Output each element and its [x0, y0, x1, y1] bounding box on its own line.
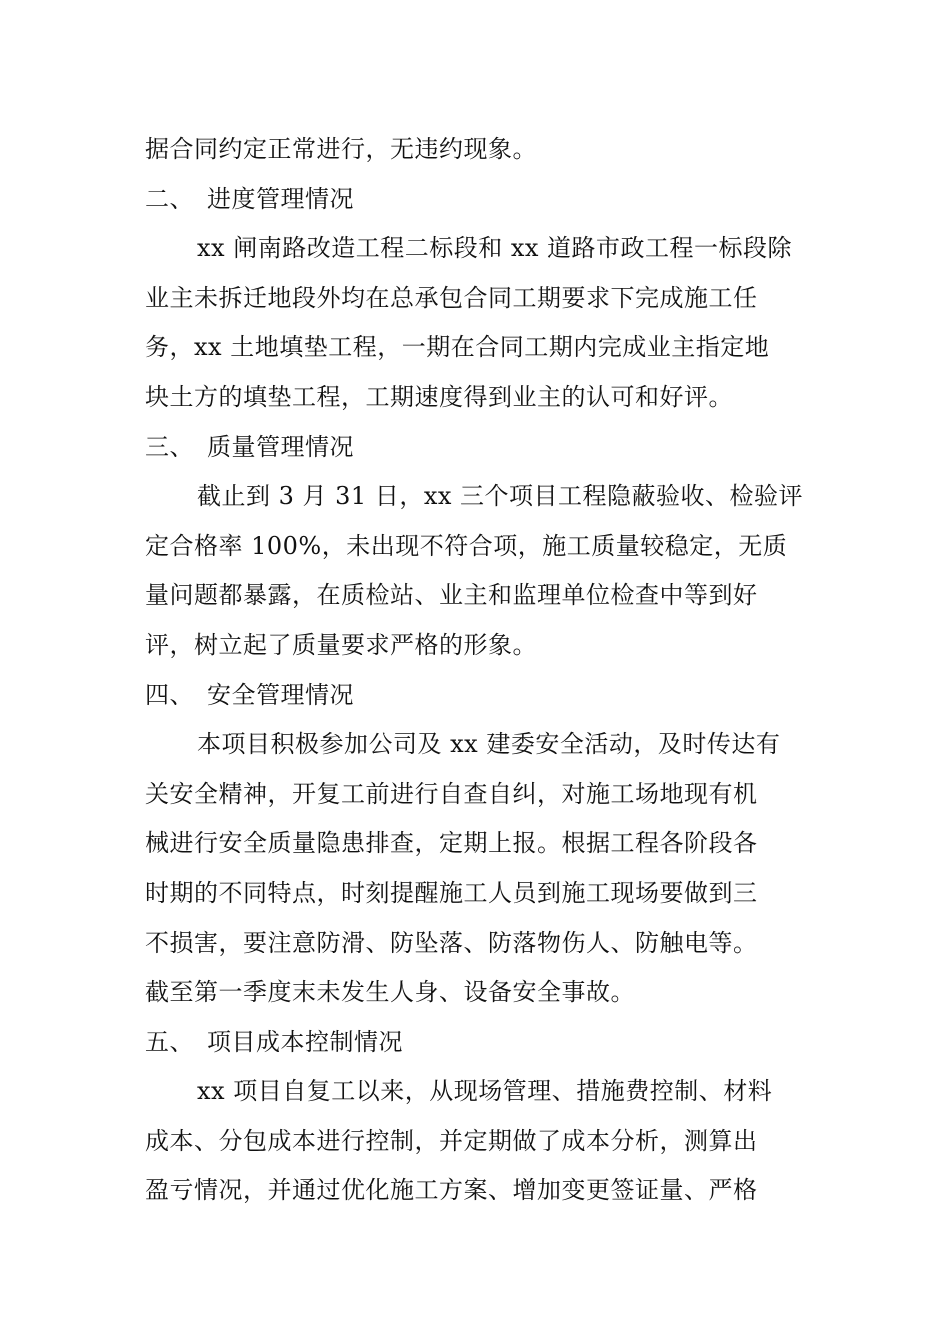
section-number: 三、: [145, 432, 194, 461]
text-line: 务，xx 土地填垫工程，一期在合同工期内完成业主指定地: [145, 333, 770, 362]
text-line: xx 项目自复工以来，从现场管理、措施费控制、材料: [197, 1077, 773, 1106]
text-line: 械进行安全质量隐患排查，定期上报。根据工程各阶段各: [145, 829, 758, 858]
text-line: 时期的不同特点，时刻提醒施工人员到施工现场要做到三: [145, 878, 758, 907]
text-line: 截止到 3 月 31 日，xx 三个项目工程隐蔽验收、检验评: [197, 482, 804, 511]
body-paragraph: [145, 125, 810, 175]
text-line: 定合格率 100%，未出现不符合项，施工质量较稳定，无质: [145, 531, 788, 560]
text-line: 量问题都暴露，在质检站、业主和监理单位检查中等到好: [145, 581, 758, 610]
text-line: 不损害，要注意防滑、防坠落、防落物伤人、防触电等。: [145, 928, 758, 957]
section-title: 项目成本控制情况: [207, 1027, 403, 1056]
document-body: [145, 125, 810, 1216]
section-title: 安全管理情况: [207, 680, 354, 709]
text-line: 截至第一季度末未发生人身、设备安全事故。: [145, 978, 635, 1007]
section-number: 五、: [145, 1027, 194, 1056]
section-heading: [145, 671, 810, 721]
text-line: 业主未拆迁地段外均在总承包合同工期要求下完成施工任: [145, 283, 758, 312]
section-title: 进度管理情况: [207, 184, 354, 213]
section-heading: [145, 175, 810, 225]
body-paragraph: [145, 224, 810, 422]
text-line: 关安全精神，开复工前进行自查自纠，对施工场地现有机: [145, 779, 758, 808]
section-heading: [145, 423, 810, 473]
text-line: 块土方的填垫工程，工期速度得到业主的认可和好评。: [145, 382, 733, 411]
text-line: 本项目积极参加公司及 xx 建委安全活动，及时传达有: [197, 730, 781, 759]
section-number: 四、: [145, 680, 194, 709]
text-line: 据合同约定正常进行，无违约现象。: [145, 135, 537, 163]
section-number: 二、: [145, 184, 194, 213]
text-line: 成本、分包成本进行控制，并定期做了成本分析，测算出: [145, 1126, 758, 1155]
body-paragraph: [145, 720, 810, 1018]
text-line: 评，树立起了质量要求严格的形象。: [145, 630, 537, 659]
body-paragraph: [145, 1067, 810, 1216]
text-line: xx 闸南路改造工程二标段和 xx 道路市政工程一标段除: [197, 234, 793, 263]
section-title: 质量管理情况: [207, 432, 354, 461]
text-line: 盈亏情况，并通过优化施工方案、增加变更签证量、严格: [145, 1176, 758, 1205]
section-heading: [145, 1018, 810, 1068]
body-paragraph: [145, 472, 810, 670]
